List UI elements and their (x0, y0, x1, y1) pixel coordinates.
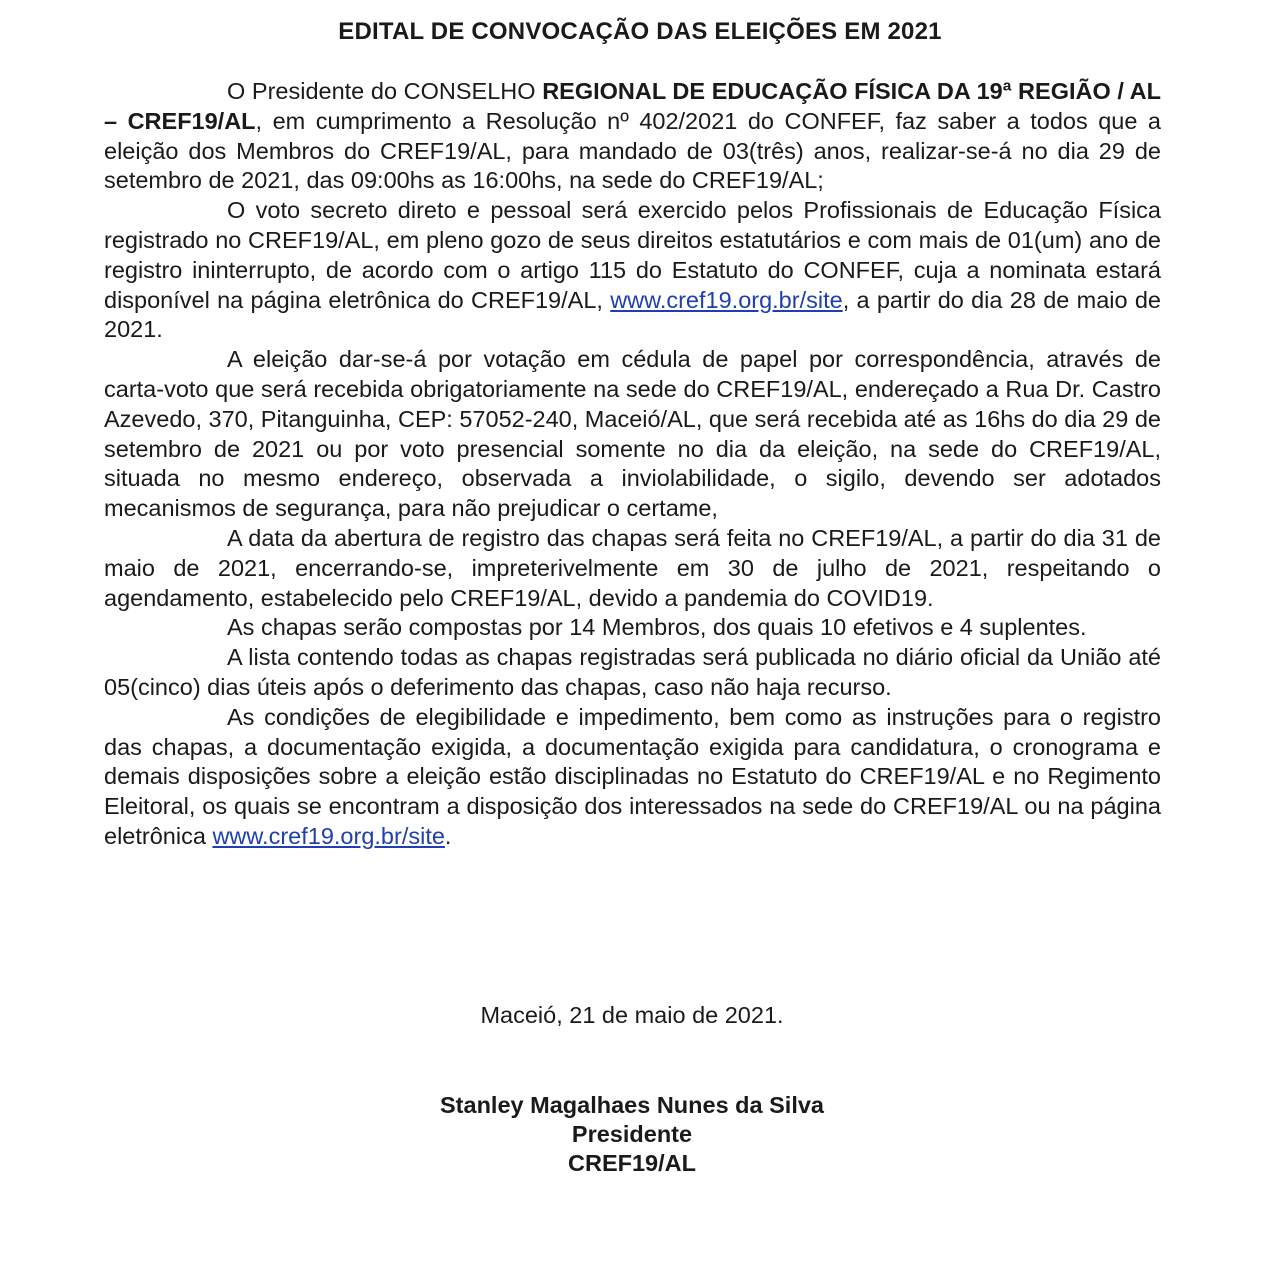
signature-block (0, 1091, 1264, 1178)
website-link[interactable]: www.cref19.org.br/site (212, 822, 445, 849)
document-title: EDITAL DE CONVOCAÇÃO DAS ELEIÇÕES EM 2021 (338, 18, 942, 45)
council-name: REGIONAL DE EDUCAÇÃO FÍSICA DA 19ª REGIÃO / AL – CREF19/AL (104, 78, 1162, 134)
date-line: Maceió, 21 de maio de 2021. (480, 1002, 784, 1028)
paragraph-text: O voto secreto direto e pessoal será exercido pelos Profissionais de Educação Física registrado no CREF19/AL, em pleno gozo de seus direitos estatutários e com mais de 01(um) ano de registro ininterrupto, de acordo com o artigo 115 do Estatuto do CONFEF, cuja a nominata estará disponível na página eletrônica do CREF19/AL, (104, 197, 1161, 313)
signatory-org: CREF19/AL (568, 1150, 696, 1176)
paragraph-voting-method: A eleição dar-se-á por votação em cédula de papel por correspondência, através de carta-voto que será recebida obrigatoriamente na sede do CREF19/AL, endereçado a Rua Dr. Castro Azevedo, 370, Pitanguinha, CEP: 57052-240, Maceió/AL, que será recebida até as 16hs do dia 29 de setembro de 2021 ou por voto presencial somente no dia da eleição, na sede do CREF19/AL, situada no mesmo endereço, observada a inviolabilidade, o sigilo, devendo ser adotados mecanismos de segurança, para não prejudicar o certame, (104, 346, 1161, 522)
paragraph-text: , a partir do dia 28 de maio de 2021. (104, 286, 1161, 343)
website-link[interactable]: www.cref19.org.br/site (610, 286, 843, 313)
paragraph-registration-dates: A data da abertura de registro das chapas será feita no CREF19/AL, a partir do dia 31 de maio de 2021, encerrando-se, impreterivelmente em 30 de julho de 2021, respeitando o agendamento, estabelecido pelo CREF19/AL, devido a pandemia do COVID19. (104, 524, 1161, 611)
signatory-role: Presidente (571, 1121, 693, 1147)
paragraph-convocation (104, 77, 1161, 196)
paragraph-text: . (444, 822, 452, 849)
paragraph-text: , em cumprimento a Resolução nº 402/2021 do CONFEF, faz saber a todos que a eleição dos Membros do CREF19/AL, para mandado de 03(três) anos, realizar-se-á no dia 29 de setembro de 2021, das 09:00hs as 16:00hs, na sede do CREF19/AL; (104, 107, 1161, 194)
paragraph-voting-rights (104, 196, 1161, 345)
paragraph-text: O Presidente do CONSELHO (227, 78, 543, 104)
paragraph-eligibility (104, 703, 1161, 852)
paragraph-publication: A lista contendo todas as chapas registradas será publicada no diário oficial da União até 05(cinco) dias úteis após o deferimento das chapas, caso não haja recurso. (104, 644, 1161, 700)
paragraph-text: As condições de elegibilidade e impedimento, bem como as instruções para o registro das chapas, a documentação exigida, a documentação exigida para candidatura, o cronograma e demais disposições sobre a eleição estão disciplinadas no Estatuto do CREF19/AL e no Regimento Eleitoral, os quais se encontram a disposição dos interessados na sede do CREF19/AL ou na página eletrônica (104, 703, 1161, 849)
signatory-name: Stanley Magalhaes Nunes da Silva (440, 1092, 824, 1118)
paragraph-slate-composition: As chapas serão compostas por 14 Membros, dos quais 10 efetivos e 4 suplentes. (227, 614, 1087, 641)
document-body (104, 77, 1161, 852)
